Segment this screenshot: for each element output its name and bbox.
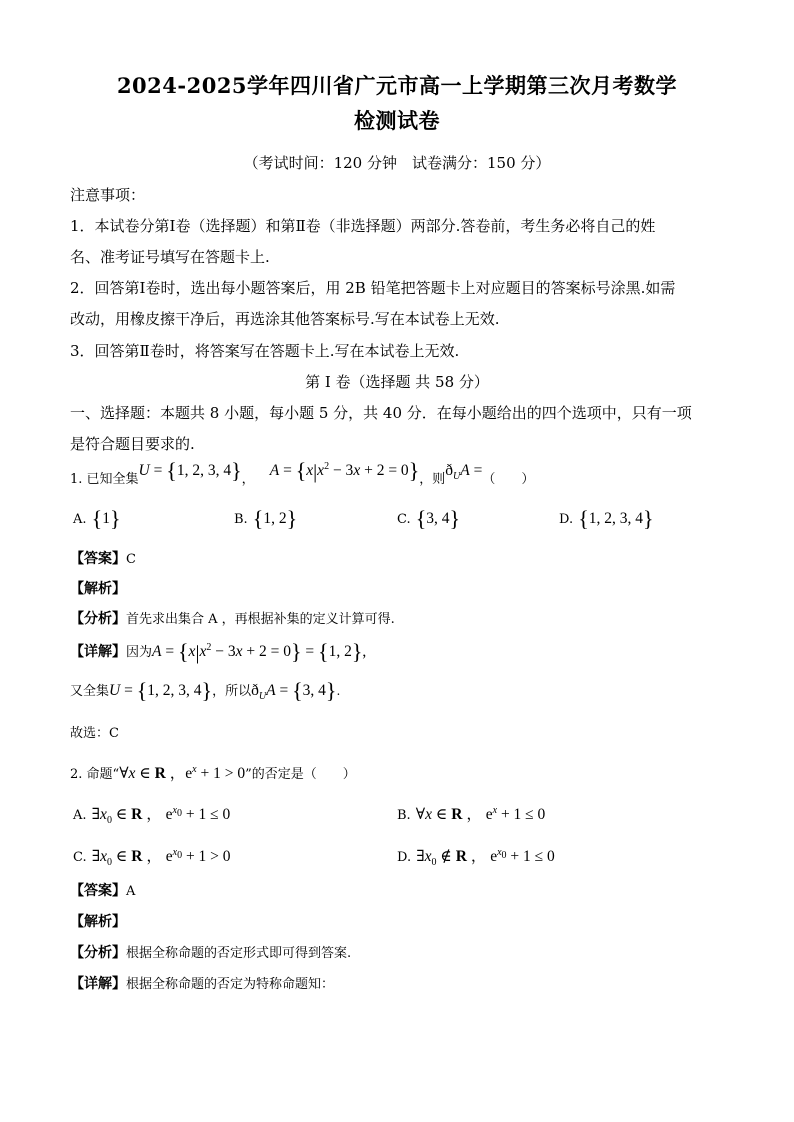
q1-then: ，则 [419, 472, 446, 487]
q1-complement: $ð_UA$ = [445, 462, 483, 483]
q1-answer: 【答案】C [70, 551, 136, 567]
q1-stem [70, 458, 535, 490]
section1-heading: 第 I 卷（选择题 共 58 分） [305, 373, 489, 391]
notes-item1-line2: 名、准考证号填写在答题卡上. [70, 248, 270, 266]
q1-universal-set: U = {1, 2, 3, 4} [138, 458, 242, 483]
section1-intro-line1: 一、选择题：本题共 8 小题，每小题 5 分，共 40 分．在每小题给出的四个选项中，只有一项 [70, 404, 692, 422]
q1-option-a: A. {1} [73, 506, 121, 531]
q1-option-d: D. {1, 2, 3, 4} [559, 506, 654, 531]
q1-analysis-tag: 【解析】 [70, 581, 126, 597]
q2-option-a: A. $\exists x_0$ ∈ R ， $e^{x_0} + 1 \le 0$ [73, 804, 231, 827]
q1-detail: 【详解】因为$A = \{x|x^2 - 3x + 2 = 0\} = \{1$, 2}, [70, 639, 367, 664]
q2-option-b: B. ∀x ∈ R ， $e^x + 1 \le 0$ [397, 804, 546, 823]
q1-comma: ， [241, 472, 255, 487]
q1-option-b: B. {1, 2} [234, 506, 298, 531]
notes-item1-line1: 1．本试卷分第Ⅰ卷（选择题）和第Ⅱ卷（非选择题）两部分.答卷前，考生务必将自己的姓 [70, 217, 656, 235]
q2-answer: 【答案】A [70, 883, 136, 899]
q1-detail-math: $A = \{x|x^2 - 3x + 2 = 0\} = \{1$, 2}, [152, 639, 367, 664]
q1-set-a: $A = \{x|x^2 - 3x + 2 = 0\}$ [269, 458, 420, 483]
page-title-line2: 检测试卷 [354, 108, 440, 133]
notes-item2-line2: 改动，用橡皮擦干净后，再选涂其他答案标号.写在本试卷上无效. [70, 310, 500, 328]
notes-item2-line1: 2．回答第Ⅰ卷时，选出每小题答案后，用 2B 铅笔把答题卡上对应题目的答案标号涂黑.如需 [70, 279, 676, 297]
q2-analysis-tag: 【解析】 [70, 914, 126, 930]
q1-option-c: C. {3, 4} [397, 506, 461, 531]
exam-info: （考试时间：120 分钟 试卷满分：150 分） [243, 154, 551, 172]
section1-intro-line2: 是符合题目要求的. [70, 435, 195, 453]
q2-stem: 2. 命题“∀x ∈ R ，$e^x + 1 > 0$”的否定是（ ） [70, 763, 356, 782]
q2-option-c: C. $\exists x_0$ ∈ R ， $e^{x_0} + 1 > 0$ [73, 846, 231, 869]
q1-prefix: 1. 已知全集 [70, 472, 139, 487]
q2-fenxi: 【分析】根据全称命题的否定形式即可得到答案. [70, 945, 352, 961]
notes-heading: 注意事项： [70, 186, 146, 204]
q2-option-d: D. $\exists x_0$ ∉ R ， $e^{x_0} + 1 \le 0$ [397, 846, 555, 869]
q1-fenxi: 【分析】首先求出集合 A ，再根据补集的定义计算可得. [70, 611, 395, 627]
q2-detail: 【详解】根据全称命题的否定为特称命题知： [70, 976, 335, 992]
q1-choose: 故选：C [70, 726, 119, 741]
q1-paren: （ ） [482, 472, 535, 487]
q1-detail-again: 又全集U = {1, 2, 3, 4}，所以$ð_UA = \{3$, 4}. [70, 678, 341, 703]
notes-item3: 3．回答第Ⅱ卷时，将答案写在答题卡上.写在本试卷上无效. [70, 342, 460, 360]
page-title-line1: 2024-2025学年四川省广元市高一上学期第三次月考数学 [116, 73, 678, 98]
